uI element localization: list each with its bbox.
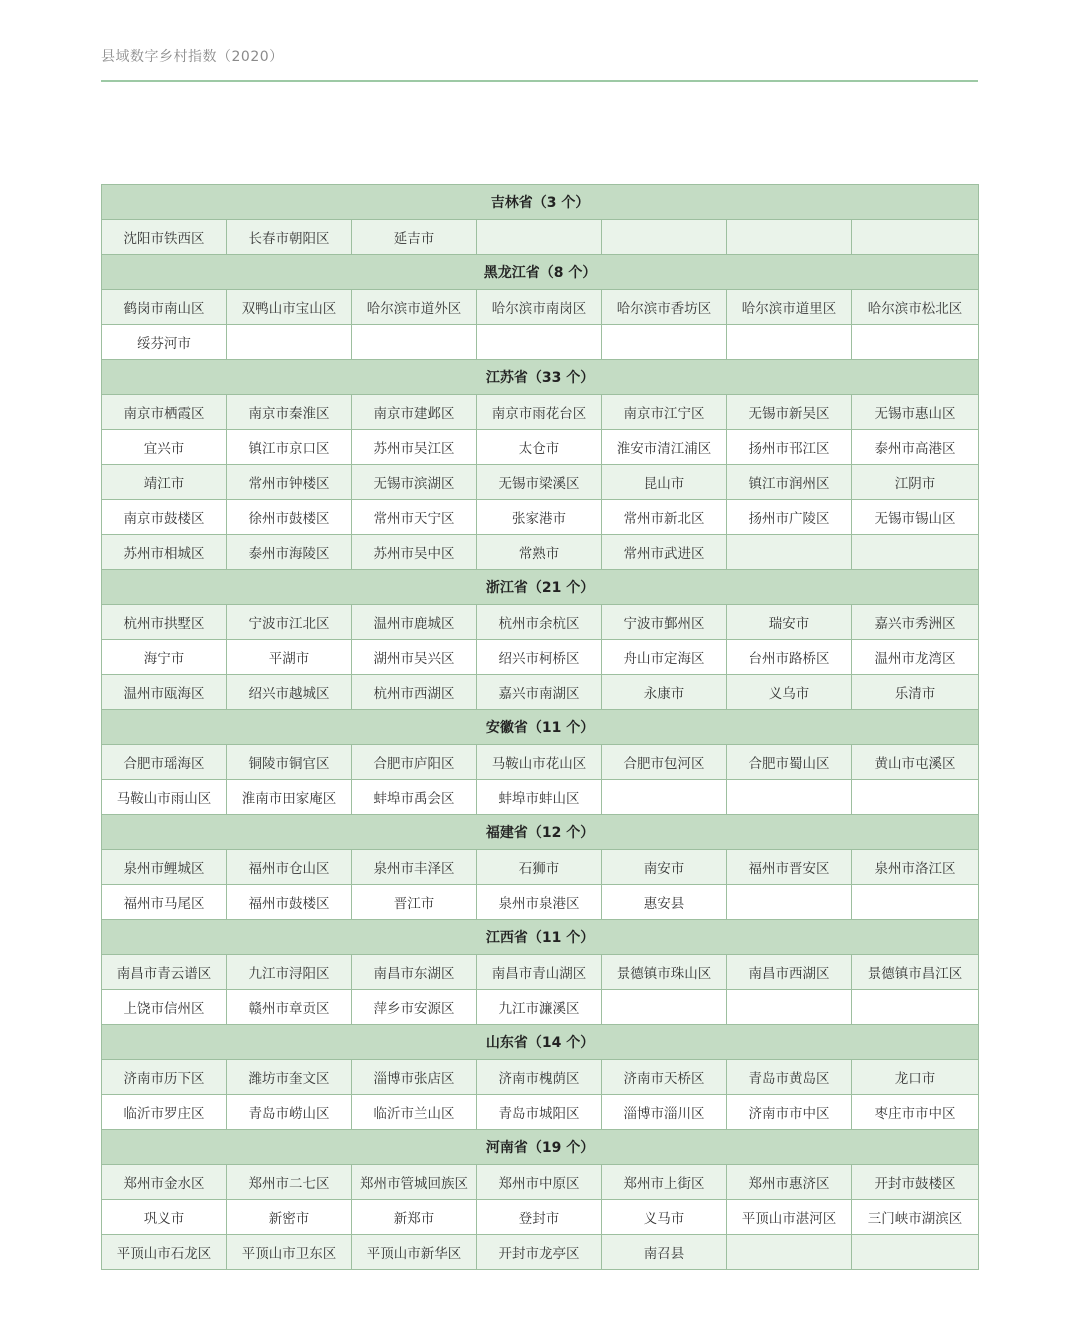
county-cell: 泉州市丰泽区 <box>352 850 477 885</box>
county-cell: 乐清市 <box>852 675 979 710</box>
county-cell: 郑州市上街区 <box>602 1165 727 1200</box>
county-cell: 南昌市东湖区 <box>352 955 477 990</box>
county-cell: 九江市浔阳区 <box>227 955 352 990</box>
county-cell: 南京市建邺区 <box>352 395 477 430</box>
province-header-row <box>102 1025 979 1060</box>
county-cell: 郑州市管城回族区 <box>352 1165 477 1200</box>
county-cell: 杭州市西湖区 <box>352 675 477 710</box>
county-cell: 合肥市蜀山区 <box>727 745 852 780</box>
table-row <box>102 1060 979 1095</box>
county-cell: 鹤岗市南山区 <box>102 290 227 325</box>
county-cell: 杭州市拱墅区 <box>102 605 227 640</box>
county-cell: 济南市天桥区 <box>602 1060 727 1095</box>
county-cell: 嘉兴市秀洲区 <box>852 605 979 640</box>
county-cell: 青岛市黄岛区 <box>727 1060 852 1095</box>
county-cell <box>727 535 852 570</box>
county-cell: 宁波市鄞州区 <box>602 605 727 640</box>
county-cell: 南安市 <box>602 850 727 885</box>
county-cell <box>852 780 979 815</box>
county-cell <box>477 220 602 255</box>
table-row <box>102 640 979 675</box>
county-cell <box>602 780 727 815</box>
page-header <box>101 46 978 66</box>
county-cell: 平湖市 <box>227 640 352 675</box>
table-row <box>102 1200 979 1235</box>
county-cell: 九江市濂溪区 <box>477 990 602 1025</box>
county-cell: 南昌市青山湖区 <box>477 955 602 990</box>
county-cell: 哈尔滨市松北区 <box>852 290 979 325</box>
table-row <box>102 955 979 990</box>
county-cell: 海宁市 <box>102 640 227 675</box>
county-cell: 镇江市京口区 <box>227 430 352 465</box>
county-cell <box>852 220 979 255</box>
county-cell: 南京市栖霞区 <box>102 395 227 430</box>
county-cell: 景德镇市昌江区 <box>852 955 979 990</box>
county-cell: 昆山市 <box>602 465 727 500</box>
county-cell <box>727 220 852 255</box>
county-cell: 济南市槐荫区 <box>477 1060 602 1095</box>
county-cell: 长春市朝阳区 <box>227 220 352 255</box>
county-cell: 福州市晋安区 <box>727 850 852 885</box>
county-cell: 青岛市城阳区 <box>477 1095 602 1130</box>
county-cell: 义马市 <box>602 1200 727 1235</box>
province-header-row <box>102 710 979 745</box>
county-cell: 枣庄市市中区 <box>852 1095 979 1130</box>
county-cell: 永康市 <box>602 675 727 710</box>
county-cell: 温州市鹿城区 <box>352 605 477 640</box>
page-header-title: 县域数字乡村指数（2020） <box>101 49 284 65</box>
county-cell <box>727 325 852 360</box>
county-cell <box>727 780 852 815</box>
county-cell: 黄山市屯溪区 <box>852 745 979 780</box>
county-cell: 新郑市 <box>352 1200 477 1235</box>
county-cell <box>852 990 979 1025</box>
county-cell: 嘉兴市南湖区 <box>477 675 602 710</box>
county-cell: 平顶山市石龙区 <box>102 1235 227 1270</box>
county-cell: 常州市天宁区 <box>352 500 477 535</box>
county-cell: 铜陵市铜官区 <box>227 745 352 780</box>
county-cell <box>852 325 979 360</box>
county-cell: 合肥市瑶海区 <box>102 745 227 780</box>
county-cell: 瑞安市 <box>727 605 852 640</box>
county-cell <box>477 325 602 360</box>
county-cell: 石狮市 <box>477 850 602 885</box>
table-row <box>102 465 979 500</box>
table-row <box>102 535 979 570</box>
county-cell: 南召县 <box>602 1235 727 1270</box>
county-cell: 潍坊市奎文区 <box>227 1060 352 1095</box>
county-cell: 临沂市兰山区 <box>352 1095 477 1130</box>
county-cell: 泰州市海陵区 <box>227 535 352 570</box>
county-cell: 义乌市 <box>727 675 852 710</box>
county-cell <box>852 885 979 920</box>
county-index-table <box>101 184 979 1270</box>
county-cell: 无锡市惠山区 <box>852 395 979 430</box>
county-cell: 徐州市鼓楼区 <box>227 500 352 535</box>
county-cell: 南京市鼓楼区 <box>102 500 227 535</box>
county-cell: 淄博市张店区 <box>352 1060 477 1095</box>
county-cell: 常州市新北区 <box>602 500 727 535</box>
province-header-row <box>102 185 979 220</box>
county-cell <box>352 325 477 360</box>
county-cell: 哈尔滨市道里区 <box>727 290 852 325</box>
province-header-row <box>102 920 979 955</box>
province-header-row <box>102 360 979 395</box>
county-cell: 常州市武进区 <box>602 535 727 570</box>
province-header: 山东省（14 个） <box>102 1025 979 1060</box>
county-cell: 开封市龙亭区 <box>477 1235 602 1270</box>
table-row <box>102 675 979 710</box>
county-cell: 上饶市信州区 <box>102 990 227 1025</box>
county-cell: 青岛市崂山区 <box>227 1095 352 1130</box>
county-cell <box>852 1235 979 1270</box>
county-cell <box>727 885 852 920</box>
county-cell: 合肥市庐阳区 <box>352 745 477 780</box>
county-cell: 龙口市 <box>852 1060 979 1095</box>
table-row <box>102 290 979 325</box>
county-cell: 赣州市章贡区 <box>227 990 352 1025</box>
province-header: 河南省（19 个） <box>102 1130 979 1165</box>
county-cell: 平顶山市新华区 <box>352 1235 477 1270</box>
county-cell: 泉州市泉港区 <box>477 885 602 920</box>
county-cell: 开封市鼓楼区 <box>852 1165 979 1200</box>
county-cell: 杭州市余杭区 <box>477 605 602 640</box>
county-cell: 沈阳市铁西区 <box>102 220 227 255</box>
county-cell: 宜兴市 <box>102 430 227 465</box>
county-cell: 南昌市青云谱区 <box>102 955 227 990</box>
county-cell: 晋江市 <box>352 885 477 920</box>
county-cell: 无锡市新吴区 <box>727 395 852 430</box>
county-cell: 台州市路桥区 <box>727 640 852 675</box>
county-cell: 延吉市 <box>352 220 477 255</box>
county-cell: 常州市钟楼区 <box>227 465 352 500</box>
county-cell: 绥芬河市 <box>102 325 227 360</box>
county-cell: 舟山市定海区 <box>602 640 727 675</box>
county-cell: 平顶山市卫东区 <box>227 1235 352 1270</box>
county-cell: 扬州市广陵区 <box>727 500 852 535</box>
county-cell: 景德镇市珠山区 <box>602 955 727 990</box>
province-header: 浙江省（21 个） <box>102 570 979 605</box>
county-cell: 无锡市梁溪区 <box>477 465 602 500</box>
table-row <box>102 745 979 780</box>
county-cell: 郑州市中原区 <box>477 1165 602 1200</box>
county-cell: 淮安市清江浦区 <box>602 430 727 465</box>
province-header-row <box>102 570 979 605</box>
county-cell: 苏州市相城区 <box>102 535 227 570</box>
county-cell: 泉州市洛江区 <box>852 850 979 885</box>
county-cell <box>602 220 727 255</box>
county-cell: 蚌埠市蚌山区 <box>477 780 602 815</box>
table-row <box>102 780 979 815</box>
county-cell: 靖江市 <box>102 465 227 500</box>
county-cell: 萍乡市安源区 <box>352 990 477 1025</box>
county-cell: 济南市市中区 <box>727 1095 852 1130</box>
county-cell: 临沂市罗庄区 <box>102 1095 227 1130</box>
county-cell: 泉州市鲤城区 <box>102 850 227 885</box>
county-cell: 宁波市江北区 <box>227 605 352 640</box>
table-row <box>102 395 979 430</box>
county-cell: 江阴市 <box>852 465 979 500</box>
county-cell: 绍兴市柯桥区 <box>477 640 602 675</box>
county-cell: 郑州市金水区 <box>102 1165 227 1200</box>
county-cell: 南京市雨花台区 <box>477 395 602 430</box>
table-row <box>102 850 979 885</box>
county-cell: 苏州市吴中区 <box>352 535 477 570</box>
county-cell: 福州市鼓楼区 <box>227 885 352 920</box>
table-row <box>102 1235 979 1270</box>
province-header: 江苏省（33 个） <box>102 360 979 395</box>
county-cell <box>852 535 979 570</box>
county-cell: 合肥市包河区 <box>602 745 727 780</box>
county-cell: 惠安县 <box>602 885 727 920</box>
county-cell: 马鞍山市雨山区 <box>102 780 227 815</box>
county-cell: 济南市历下区 <box>102 1060 227 1095</box>
county-cell: 常熟市 <box>477 535 602 570</box>
county-cell: 新密市 <box>227 1200 352 1235</box>
county-cell: 郑州市二七区 <box>227 1165 352 1200</box>
county-cell: 张家港市 <box>477 500 602 535</box>
county-cell: 三门峡市湖滨区 <box>852 1200 979 1235</box>
county-cell: 双鸭山市宝山区 <box>227 290 352 325</box>
table-row <box>102 990 979 1025</box>
county-cell <box>727 990 852 1025</box>
header-divider <box>101 80 978 82</box>
table-row <box>102 605 979 640</box>
province-header: 安徽省（11 个） <box>102 710 979 745</box>
county-cell: 太仓市 <box>477 430 602 465</box>
table-row <box>102 220 979 255</box>
table-row <box>102 430 979 465</box>
county-cell: 郑州市惠济区 <box>727 1165 852 1200</box>
county-cell: 马鞍山市花山区 <box>477 745 602 780</box>
county-cell: 湖州市吴兴区 <box>352 640 477 675</box>
county-cell: 南昌市西湖区 <box>727 955 852 990</box>
table-row <box>102 500 979 535</box>
county-cell: 哈尔滨市南岗区 <box>477 290 602 325</box>
county-cell: 福州市仓山区 <box>227 850 352 885</box>
county-cell: 淮南市田家庵区 <box>227 780 352 815</box>
table-row <box>102 1165 979 1200</box>
county-cell: 哈尔滨市道外区 <box>352 290 477 325</box>
province-header-row <box>102 255 979 290</box>
province-header: 江西省（11 个） <box>102 920 979 955</box>
county-cell <box>602 325 727 360</box>
county-cell: 巩义市 <box>102 1200 227 1235</box>
county-cell: 绍兴市越城区 <box>227 675 352 710</box>
county-cell <box>602 990 727 1025</box>
county-cell: 蚌埠市禹会区 <box>352 780 477 815</box>
county-cell <box>227 325 352 360</box>
county-cell: 南京市江宁区 <box>602 395 727 430</box>
table-row <box>102 325 979 360</box>
province-header-row <box>102 815 979 850</box>
province-header: 黑龙江省（8 个） <box>102 255 979 290</box>
county-cell: 苏州市吴江区 <box>352 430 477 465</box>
county-cell: 温州市瓯海区 <box>102 675 227 710</box>
county-cell: 平顶山市湛河区 <box>727 1200 852 1235</box>
table-row <box>102 1095 979 1130</box>
county-cell: 温州市龙湾区 <box>852 640 979 675</box>
county-cell: 无锡市锡山区 <box>852 500 979 535</box>
table-row <box>102 885 979 920</box>
county-cell <box>727 1235 852 1270</box>
county-cell: 福州市马尾区 <box>102 885 227 920</box>
county-cell: 泰州市高港区 <box>852 430 979 465</box>
county-cell: 镇江市润州区 <box>727 465 852 500</box>
county-cell: 无锡市滨湖区 <box>352 465 477 500</box>
province-header: 福建省（12 个） <box>102 815 979 850</box>
county-cell: 淄博市淄川区 <box>602 1095 727 1130</box>
province-header: 吉林省（3 个） <box>102 185 979 220</box>
county-cell: 南京市秦淮区 <box>227 395 352 430</box>
table-body <box>102 185 979 1270</box>
province-header-row <box>102 1130 979 1165</box>
county-cell: 哈尔滨市香坊区 <box>602 290 727 325</box>
county-cell: 扬州市邗江区 <box>727 430 852 465</box>
county-cell: 登封市 <box>477 1200 602 1235</box>
